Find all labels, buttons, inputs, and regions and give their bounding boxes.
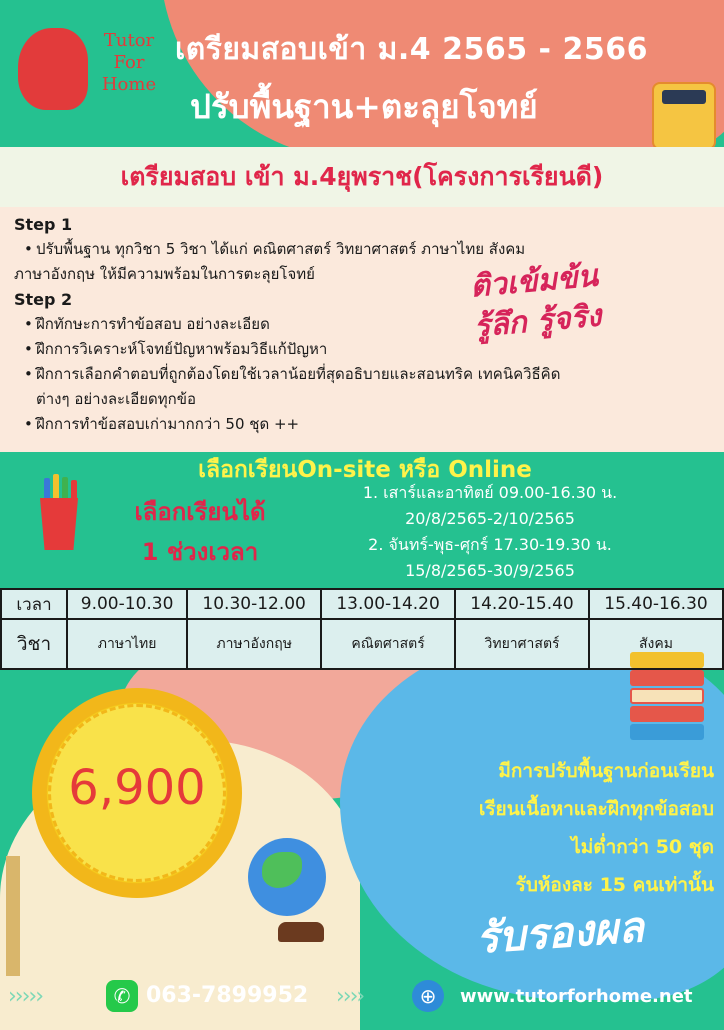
globe-land [262,852,302,888]
table-cell: ภาษาไทย [67,619,187,669]
book [630,706,704,722]
arrows-decoration: ››››› [8,984,42,1009]
logo-head-icon [18,28,88,110]
book [630,724,704,740]
banner-text: เตรียมสอบ เข้า ม.4ยุพราช(โครงการเรียนดี) [120,162,604,191]
globe-web-icon[interactable]: ⊕ [412,980,444,1012]
step2-item: • ฝึกการวิเคราะห์โจทย์ปัญหาพร้อมวิธีแก้ปัญหา [14,337,714,362]
ruler-icon [6,856,20,976]
step2-item-cont: ต่างๆ อย่างละเอียดทุกข้อ [36,390,197,408]
time-label: เวลา [1,589,67,619]
logo-line: For [113,52,145,73]
page-subtitle: ปรับพื้นฐาน+ตะลุยโจทย์ [190,87,538,126]
schedule-line: 15/8/2565-30/9/2565 [405,561,575,580]
steps-list [14,212,714,437]
promo-line: รับห้องละ 15 คนเท่านั้น [515,874,714,896]
choose-line: 1 ช่วงเวลา [141,538,259,566]
table-cell: วิทยาศาสตร์ [455,619,589,669]
page-title: เตรียมสอบเข้า ม.4 2565 - 2566 [175,32,648,67]
books-icon [630,652,708,740]
phone-icon[interactable]: ✆ [106,980,138,1012]
schedule-line: 2. จันทร์-พุธ-ศุกร์ 17.30-19.30 น. [368,535,612,554]
table-row [1,589,723,619]
pencil-cup-icon [40,498,78,550]
table-cell: สังคม [589,619,723,669]
table-cell: คณิตศาสตร์ [321,619,455,669]
book [630,688,704,704]
step1-item-cont: ภาษาอังกฤษ ให้มีความพร้อมในการตะลุยโจทย์ [14,265,315,283]
mode-title: เลือกเรียนOn-site หรือ Online [198,457,532,483]
stamp-line: ติวเข้มข้น [468,258,600,305]
highlight-stamp [469,257,603,348]
promo-line: ไม่ต่ำกว่า 50 ชุด [571,836,714,858]
choose-slot-text [110,492,290,572]
table-cell: 15.40-16.30 [589,589,723,619]
schedule-list [290,480,690,584]
choose-line: เลือกเรียนได้ [134,498,266,526]
globe-stand [278,922,324,942]
table-cell: 13.00-14.20 [321,589,455,619]
book [630,652,704,668]
step2-item: • ฝึกการทำข้อสอบเก่ามากกว่า 50 ชุด ++ [14,412,714,437]
promo-text [360,752,714,904]
table-row [1,619,723,669]
promo-line: มีการปรับพื้นฐานก่อนเรียน [498,760,714,782]
step2-item: • ฝึกทักษะการทำข้อสอบ อย่างละเอียด [14,312,714,337]
schedule-line: 20/8/2565-2/10/2565 [405,509,575,528]
table-cell: 14.20-15.40 [455,589,589,619]
website-link[interactable]: www.tutorforhome.net [460,986,693,1007]
table-cell: 9.00-10.30 [67,589,187,619]
logo-text [94,30,164,96]
pencil [53,474,59,500]
logo-line: Home [101,74,157,95]
table-cell: 10.30-12.00 [187,589,321,619]
schedule-line: 1. เสาร์และอาทิตย์ 09.00-16.30 น. [362,483,618,502]
price-value: 6,900 [68,760,206,816]
logo-line: Tutor [103,30,155,51]
guarantee-text: รับรองผล [474,902,646,963]
step2-heading: Step 2 [14,290,73,309]
stamp-line: รู้ลึก รู้จริง [472,298,603,345]
calculator-icon [652,82,716,150]
calculator-screen [662,90,706,104]
step1-item: • ปรับพื้นฐาน ทุกวิชา 5 วิชา ได้แก่ คณิตศาสตร์ วิทยาศาสตร์ ภาษาไทย สังคม [14,237,714,262]
timetable [0,588,724,670]
subject-label: วิชา [1,619,67,669]
step2-item: • ฝึกการเลือกคำตอบที่ถูกต้องโดยใช้เวลาน้อยที่สุดอธิบายและสอนทริค เทคนิควิธีคิด [14,362,714,387]
promo-line: เรียนเนื้อหาและฝึกทุกข้อสอบ [478,798,714,820]
arrows-decoration: ›››› [336,984,364,1009]
book [630,670,704,686]
step1-heading: Step 1 [14,215,73,234]
table-cell: ภาษาอังกฤษ [187,619,321,669]
globe-icon [248,838,326,916]
phone-number[interactable]: 063-7899952 [146,983,309,1008]
